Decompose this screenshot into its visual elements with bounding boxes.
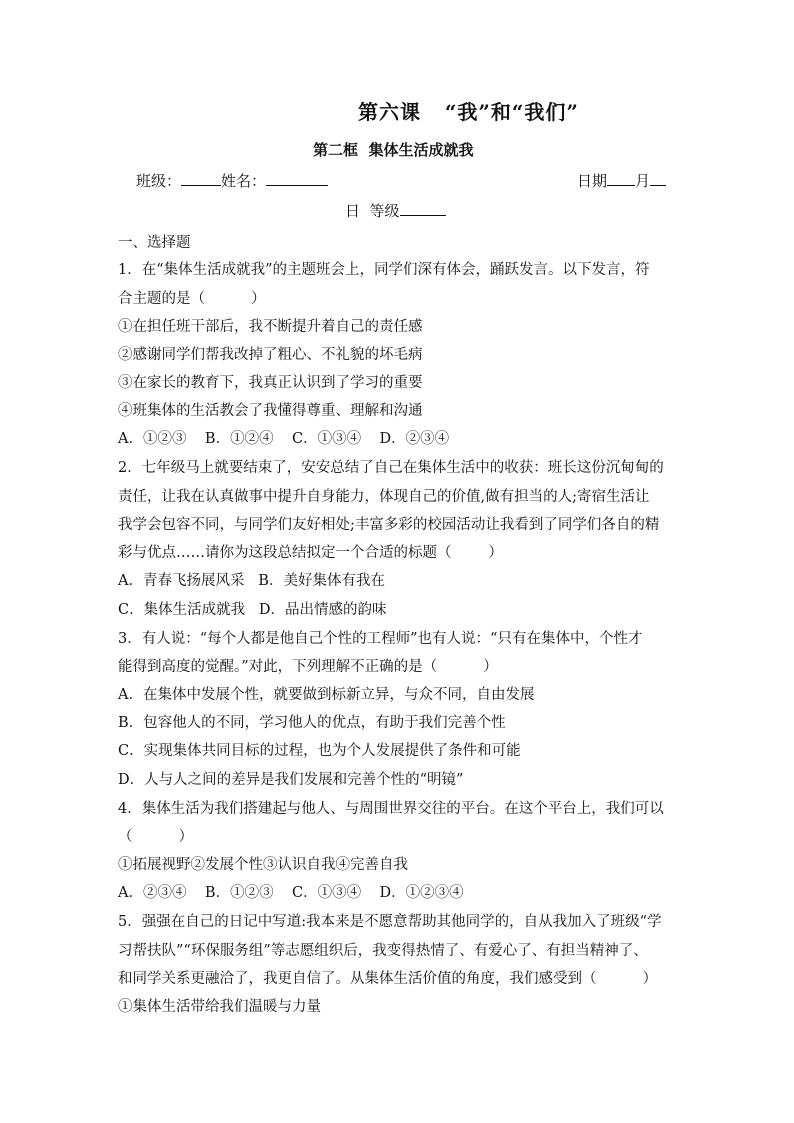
text-line: ③在家长的教育下，我真正认识到了学习的重要 (118, 375, 423, 391)
text-line: 和同学关系更融洽了，我更自信了。从集体生活价值的角度，我们感受到（ ） (118, 971, 658, 987)
text-line: 合主题的是（ ） (118, 291, 266, 307)
text-line: ①集体生活带给我们温暖与力量 (118, 999, 321, 1015)
text-line: 我学会包容不同，与同学们友好相处;丰富多彩的校园活动让我看到了同学们各自的精 (118, 517, 660, 533)
text-line: 能得到高度的觉醒。”对此，下列理解不正确的是（ ） (118, 659, 498, 675)
text-line: B．包容他人的不同，学习他人的优点，有助于我们完善个性 (118, 715, 506, 731)
text-line: （ ） (118, 829, 194, 845)
text-line: 习帮扶队”“环保服务组”等志愿组织后，我变得热情了、有爱心了、有担当精神了、 (118, 943, 648, 959)
text-line: A．在集体中发展个性，就要做到标新立异，与众不同，自由发展 (118, 687, 535, 703)
text-line: 一、选择题 (118, 235, 191, 251)
student-info-left (136, 170, 328, 191)
month-blank[interactable] (650, 171, 666, 186)
class-blank[interactable] (181, 171, 221, 186)
text-line: C．集体生活成就我 D．品出情感的韵味 (118, 602, 387, 618)
text-line: A．①②③ B．①②④ C．①③④ D．②③④ (118, 431, 450, 447)
name-blank[interactable] (266, 171, 328, 186)
student-info-grade (345, 200, 446, 221)
text-line: 4．集体生活为我们搭建起与他人、与周围世界交往的平台。在这个平台上，我们可以 (118, 801, 664, 817)
text-line: C．实现集体共同目标的过程，也为个人发展提供了条件和可能 (118, 743, 521, 759)
name-label: 姓名： (221, 172, 267, 190)
day-grade-label: 日 等级 (345, 202, 400, 220)
grade-blank[interactable] (400, 201, 446, 216)
text-line: A．②③④ B．①②③ C．①③④ D．①②③④ (118, 885, 464, 901)
month-label: 月 (635, 172, 651, 190)
text-line: ①拓展视野②发展个性③认识自我④完善自我 (118, 857, 408, 873)
date-label: 日期 (577, 172, 608, 190)
lesson-title: 第六课 “我”和“我们” (358, 100, 579, 124)
text-line: 1．在“集体生活成就我”的主题班会上，同学们深有体会，踊跃发言。以下发言，符 (118, 262, 650, 278)
text-line: 彩与优点……请你为这段总结拟定一个合适的标题（ ） (118, 545, 503, 561)
text-line: 2．七年级马上就要结束了，安安总结了自己在集体生活中的收获：班长这份沉甸甸的 (118, 460, 664, 476)
class-label: 班级： (136, 172, 182, 190)
student-info-right (577, 170, 666, 191)
text-line: ①在担任班干部后，我不断提升着自己的责任感 (118, 319, 423, 335)
text-line: A．青春飞扬展风采 B．美好集体有我在 (118, 573, 385, 589)
text-line: ④班集体的生活教会了我懂得尊重、理解和沟通 (118, 403, 423, 419)
text-line: 3．有人说：“每个人都是他自己个性的工程师”也有人说：“只有在集体中，个性才 (118, 631, 643, 647)
text-line: ②感谢同学们帮我改掉了粗心、不礼貌的坏毛病 (118, 347, 423, 363)
text-line: 5．强强在自己的日记中写道:我本来是不愿意帮助其他同学的，自从我加入了班级“学 (118, 914, 662, 930)
text-line: 责任，让我在认真做事中提升自身能力，体现自己的价值,做有担当的人;寄宿生活让 (118, 489, 650, 505)
text-line: D．人与人之间的差异是我们发展和完善个性的“明镜” (118, 772, 464, 788)
date-blank[interactable] (607, 171, 635, 186)
section-subtitle: 第二框 集体生活成就我 (313, 141, 474, 159)
